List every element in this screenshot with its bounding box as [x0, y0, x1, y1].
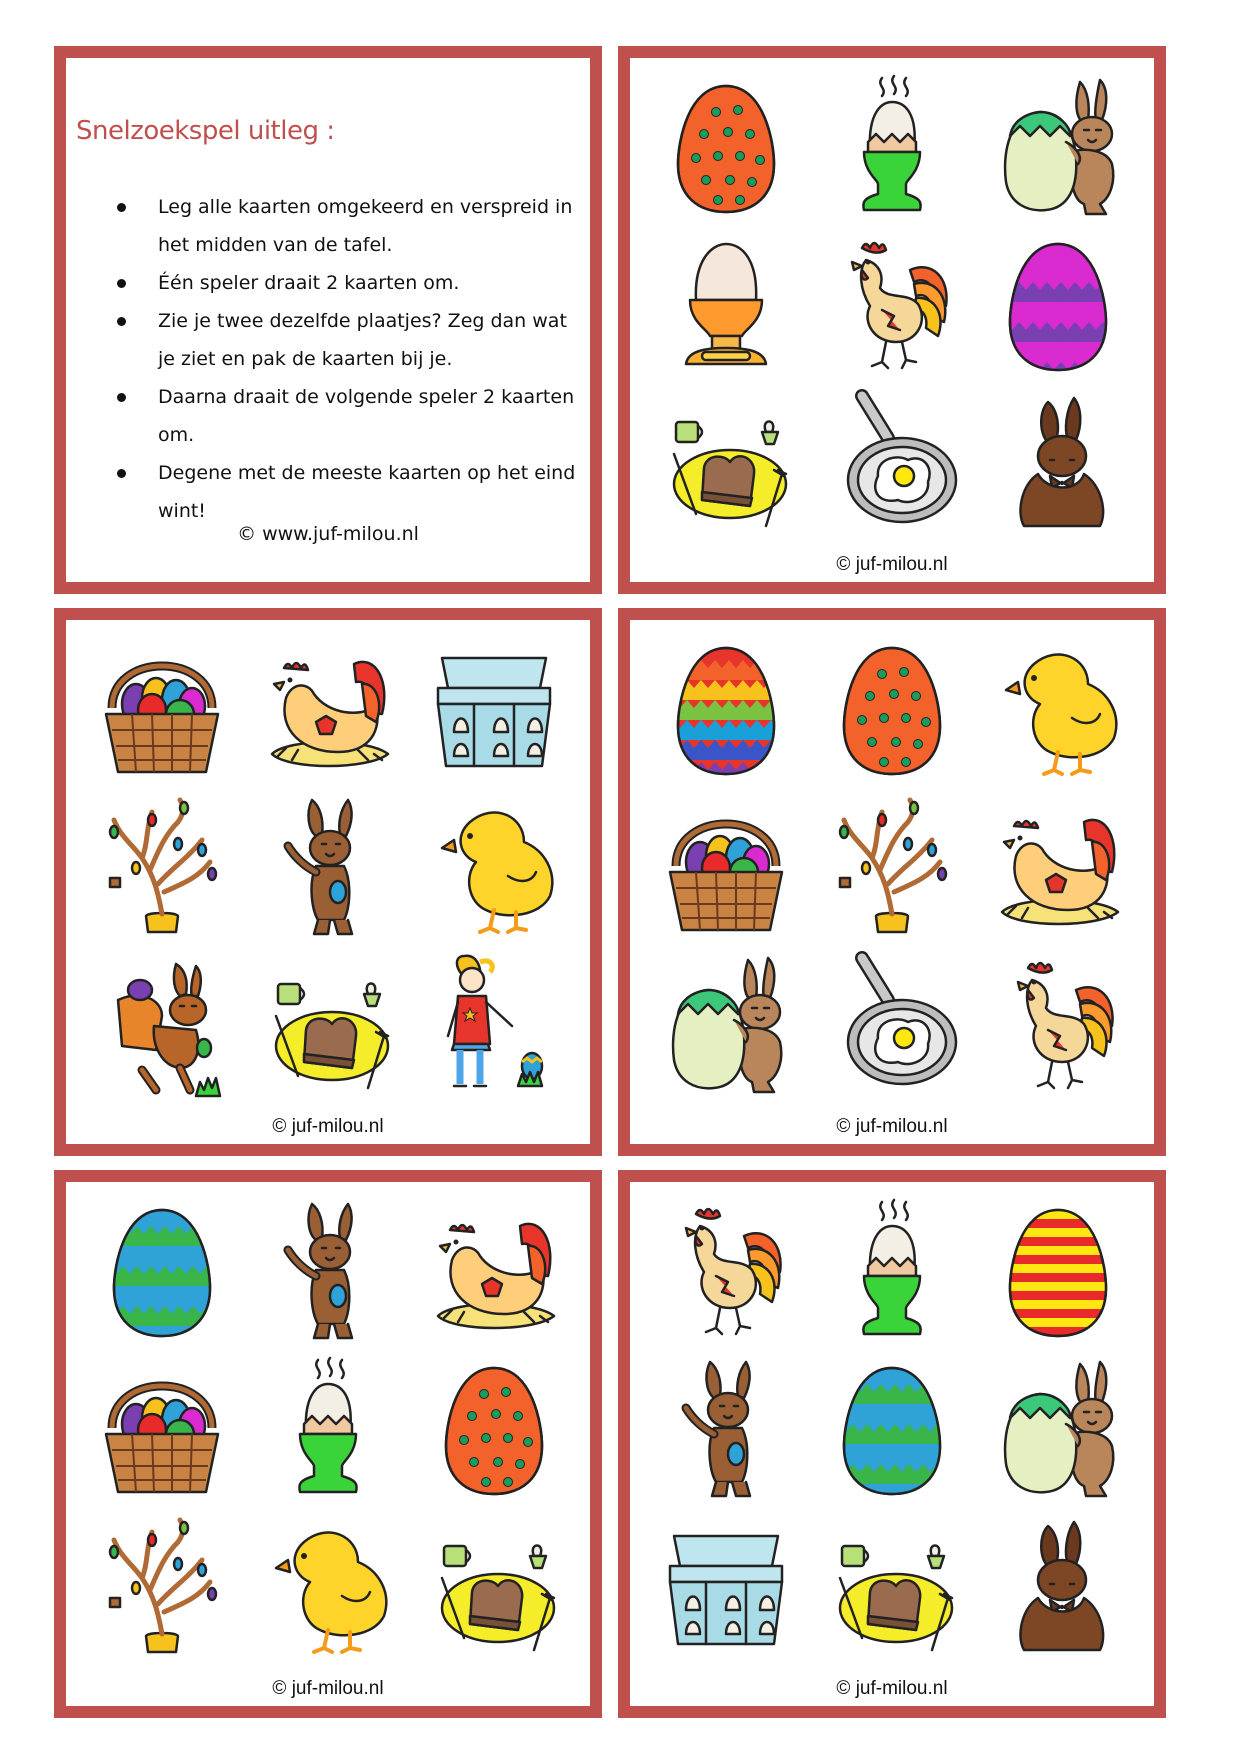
picture-grid: [78, 628, 578, 1106]
instructions-title: Snelzoekspel uitleg :: [76, 116, 335, 146]
striped-egg-icon: [988, 1196, 1128, 1344]
picture-grid: [642, 628, 1142, 1106]
boiled-egg-orange-cup-icon: [656, 230, 796, 378]
rooster-icon: [988, 950, 1128, 1098]
chocolate-bunny-icon: [988, 1512, 1128, 1660]
rule-item: Zie je twee dezelfde plaatjes? Zeg dan wat je ziet en pak de kaarten bij je.: [96, 302, 586, 378]
egg-basket-icon: [92, 634, 232, 782]
fried-egg-pan-icon: [822, 388, 962, 536]
yellow-chick-icon: [988, 634, 1128, 782]
zigzag-egg-blue-icon: [822, 1354, 962, 1502]
easter-tree-icon: [822, 792, 962, 940]
breakfast-plate-icon: [424, 1512, 564, 1660]
card-copyright: © juf-milou.nl: [836, 1116, 948, 1137]
easter-tree-icon: [92, 792, 232, 940]
card-copyright: © juf-milou.nl: [272, 1116, 384, 1137]
instructions-copyright: © www.juf-milou.nl: [237, 523, 419, 545]
card-copyright: © juf-milou.nl: [836, 554, 948, 575]
rule-item: Degene met de meeste kaarten op het eind wint!: [96, 454, 586, 530]
hen-on-nest-icon: [258, 634, 398, 782]
card-copyright: © juf-milou.nl: [836, 1678, 948, 1699]
rules-list: [96, 188, 586, 530]
dotted-egg-icon: [822, 634, 962, 782]
egg-basket-icon: [92, 1354, 232, 1502]
hen-on-nest-icon: [424, 1196, 564, 1344]
breakfast-plate-icon: [656, 388, 796, 536]
bunny-with-egg-icon: [988, 1354, 1128, 1502]
egg-carton-icon: [656, 1512, 796, 1660]
game-card-3: [618, 608, 1166, 1156]
chocolate-bunny-icon: [988, 388, 1128, 536]
picture-grid: [78, 1190, 578, 1668]
egg-basket-icon: [656, 792, 796, 940]
rooster-icon: [822, 230, 962, 378]
zigzag-egg-purple-icon: [988, 230, 1128, 378]
bunny-standing-icon: [258, 792, 398, 940]
game-card-2: [54, 608, 602, 1156]
bunny-standing-icon: [258, 1196, 398, 1344]
rule-item: Leg alle kaarten omgekeerd en verspreid in het midden van de tafel.: [96, 188, 586, 264]
rule-item: Één speler draait 2 kaarten om.: [96, 264, 586, 302]
rainbow-egg-icon: [656, 634, 796, 782]
dotted-egg-icon: [656, 72, 796, 220]
bunny-standing-icon: [656, 1354, 796, 1502]
zigzag-egg-blue-icon: [92, 1196, 232, 1344]
game-card-1: [618, 46, 1166, 594]
game-card-4: [54, 1170, 602, 1718]
breakfast-plate-icon: [822, 1512, 962, 1660]
hen-on-nest-icon: [988, 792, 1128, 940]
bunny-with-egg-icon: [988, 72, 1128, 220]
bunny-with-backpack-icon: [92, 950, 232, 1098]
boiled-egg-green-cup-icon: [822, 1196, 962, 1344]
fried-egg-pan-icon: [822, 950, 962, 1098]
girl-finding-egg-icon: [424, 950, 564, 1098]
picture-grid: [642, 66, 1142, 544]
egg-carton-icon: [424, 634, 564, 782]
instructions-card: [54, 46, 602, 594]
game-card-5: [618, 1170, 1166, 1718]
card-copyright: © juf-milou.nl: [272, 1678, 384, 1699]
easter-tree-icon: [92, 1512, 232, 1660]
yellow-chick-icon: [258, 1512, 398, 1660]
bunny-with-egg-icon: [656, 950, 796, 1098]
boiled-egg-green-cup-icon: [258, 1354, 398, 1502]
boiled-egg-green-cup-icon: [822, 72, 962, 220]
rooster-icon: [656, 1196, 796, 1344]
breakfast-plate-icon: [258, 950, 398, 1098]
picture-grid: [642, 1190, 1142, 1668]
dotted-egg-icon: [424, 1354, 564, 1502]
yellow-chick-icon: [424, 792, 564, 940]
rule-item: Daarna draait de volgende speler 2 kaarten om.: [96, 378, 586, 454]
